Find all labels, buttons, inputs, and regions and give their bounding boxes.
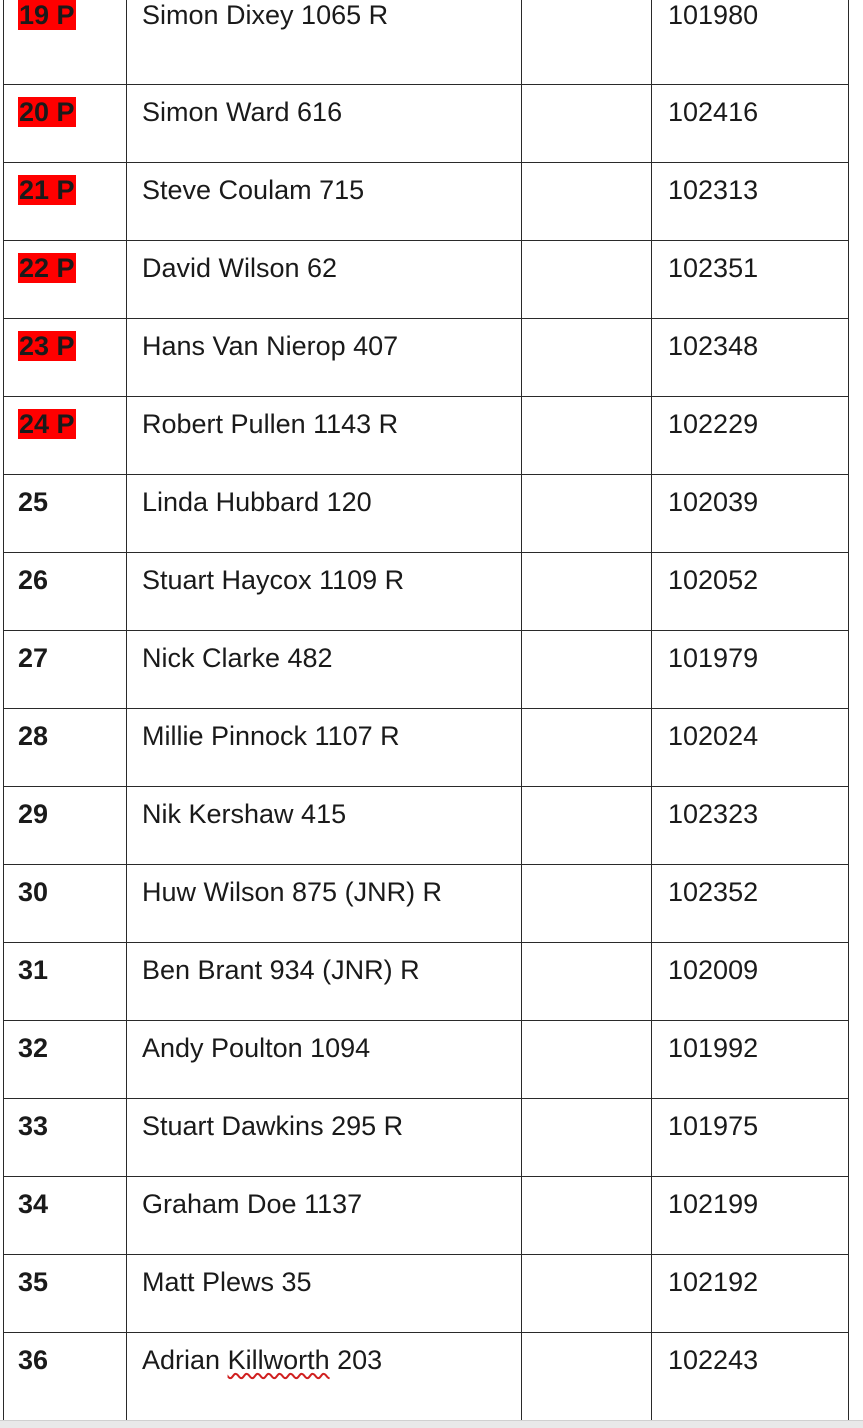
table-row: [4, 786, 849, 864]
table-row: [4, 1254, 849, 1332]
name-cell[interactable]: [127, 552, 522, 630]
number-cell[interactable]: [652, 1098, 849, 1176]
empty-cell[interactable]: [522, 1176, 652, 1254]
member-number: 101980: [668, 0, 759, 30]
number-cell[interactable]: [652, 318, 849, 396]
table-row: [4, 162, 849, 240]
position-label: 35: [18, 1266, 49, 1297]
number-cell[interactable]: [652, 396, 849, 474]
table-row: [4, 240, 849, 318]
highlighted-position: 22 P: [19, 252, 75, 283]
highlighted-position: 19 P: [19, 0, 75, 30]
number-cell[interactable]: [652, 552, 849, 630]
empty-cell[interactable]: [522, 708, 652, 786]
empty-cell[interactable]: [522, 162, 652, 240]
number-cell[interactable]: [652, 240, 849, 318]
position-label: 26: [18, 564, 49, 595]
competitor-name: Simon Dixey 1065 R: [142, 0, 389, 30]
table-row: [4, 396, 849, 474]
position-cell[interactable]: [4, 708, 127, 786]
member-number: 102243: [668, 1344, 759, 1375]
competitor-name: David Wilson 62: [142, 252, 338, 283]
number-cell[interactable]: [652, 0, 849, 84]
number-cell[interactable]: [652, 1332, 849, 1424]
position-label: 34: [18, 1188, 49, 1219]
member-number: 102348: [668, 330, 759, 361]
competitor-name: Nik Kershaw 415: [142, 798, 347, 829]
position-cell[interactable]: [4, 1020, 127, 1098]
name-cell[interactable]: [127, 1098, 522, 1176]
competitor-name: Stuart Haycox 1109 R: [142, 564, 405, 595]
member-number: 102313: [668, 174, 759, 205]
empty-cell[interactable]: [522, 240, 652, 318]
member-number: 102199: [668, 1188, 759, 1219]
position-cell[interactable]: [4, 474, 127, 552]
position-label: 29: [18, 798, 49, 829]
member-number: 102009: [668, 954, 759, 985]
member-number: 101979: [668, 642, 759, 673]
table-row: [4, 708, 849, 786]
position-label: 25: [18, 486, 49, 517]
name-cell[interactable]: [127, 84, 522, 162]
position-cell[interactable]: [4, 942, 127, 1020]
name-cell[interactable]: [127, 1254, 522, 1332]
member-number: 101975: [668, 1110, 759, 1141]
table-row: [4, 318, 849, 396]
empty-cell[interactable]: [522, 318, 652, 396]
position-cell[interactable]: [4, 786, 127, 864]
empty-cell[interactable]: [522, 786, 652, 864]
table-row: [4, 1020, 849, 1098]
position-label: 36: [18, 1344, 49, 1375]
number-cell[interactable]: [652, 1176, 849, 1254]
results-table-body: [4, 0, 849, 1424]
number-cell[interactable]: [652, 786, 849, 864]
table-row: [4, 630, 849, 708]
number-cell[interactable]: [652, 1020, 849, 1098]
competitor-name: Steve Coulam 715: [142, 174, 365, 205]
empty-cell[interactable]: [522, 942, 652, 1020]
position-cell[interactable]: [4, 240, 127, 318]
empty-cell[interactable]: [522, 1020, 652, 1098]
number-cell[interactable]: [652, 1254, 849, 1332]
member-number: 102416: [668, 96, 759, 127]
highlighted-position: 21 P: [19, 174, 75, 205]
name-cell[interactable]: [127, 786, 522, 864]
member-number: 102192: [668, 1266, 759, 1297]
empty-cell[interactable]: [522, 1254, 652, 1332]
empty-cell[interactable]: [522, 1332, 652, 1424]
competitor-name: Stuart Dawkins 295 R: [142, 1110, 404, 1141]
member-number: 102351: [668, 252, 759, 283]
table-row: [4, 864, 849, 942]
name-cell[interactable]: [127, 942, 522, 1020]
name-cell[interactable]: [127, 240, 522, 318]
empty-cell[interactable]: [522, 0, 652, 84]
empty-cell[interactable]: [522, 630, 652, 708]
number-cell[interactable]: [652, 474, 849, 552]
competitor-name: Andy Poulton 1094: [142, 1032, 371, 1063]
position-label: 31: [18, 954, 49, 985]
member-number: 102352: [668, 876, 759, 907]
number-cell[interactable]: [652, 942, 849, 1020]
member-number: 102052: [668, 564, 759, 595]
position-label: 27: [18, 642, 49, 673]
number-cell[interactable]: [652, 630, 849, 708]
table-row: [4, 0, 849, 84]
table-row: [4, 552, 849, 630]
empty-cell[interactable]: [522, 84, 652, 162]
competitor-name: Simon Ward 616: [142, 96, 343, 127]
number-cell[interactable]: [652, 84, 849, 162]
page-margin: [850, 0, 863, 1420]
position-cell[interactable]: [4, 0, 127, 84]
competitor-name: Robert Pullen 1143 R: [142, 408, 399, 439]
position-cell[interactable]: [4, 552, 127, 630]
empty-cell[interactable]: [522, 396, 652, 474]
number-cell[interactable]: [652, 864, 849, 942]
competitor-name: Huw Wilson 875 (JNR) R: [142, 876, 443, 907]
position-cell[interactable]: [4, 630, 127, 708]
table-row: [4, 1332, 849, 1424]
results-table: [3, 0, 849, 1425]
empty-cell[interactable]: [522, 1098, 652, 1176]
member-number: 101992: [668, 1032, 759, 1063]
name-cell[interactable]: [127, 1332, 522, 1424]
position-cell[interactable]: [4, 162, 127, 240]
name-cell[interactable]: [127, 630, 522, 708]
position-cell[interactable]: [4, 1176, 127, 1254]
name-cell[interactable]: [127, 1176, 522, 1254]
competitor-name: Graham Doe 1137: [142, 1188, 363, 1219]
member-number: 102039: [668, 486, 759, 517]
spellcheck-flagged-word[interactable]: Killworth: [227, 1344, 330, 1375]
number-cell[interactable]: [652, 162, 849, 240]
name-cell[interactable]: [127, 474, 522, 552]
position-label: 28: [18, 720, 49, 751]
competitor-name: Millie Pinnock 1107 R: [142, 720, 400, 751]
competitor-name: Adrian Killworth 203: [142, 1344, 383, 1375]
member-number: 102323: [668, 798, 759, 829]
name-cell[interactable]: [127, 0, 522, 84]
name-cell[interactable]: [127, 318, 522, 396]
position-cell[interactable]: [4, 318, 127, 396]
member-number: 102229: [668, 408, 759, 439]
highlighted-position: 24 P: [19, 408, 75, 439]
name-cell[interactable]: [127, 708, 522, 786]
empty-cell[interactable]: [522, 864, 652, 942]
table-row: [4, 84, 849, 162]
number-cell[interactable]: [652, 708, 849, 786]
table-row: [4, 1176, 849, 1254]
position-cell[interactable]: [4, 396, 127, 474]
position-cell[interactable]: [4, 1332, 127, 1424]
table-row: [4, 474, 849, 552]
position-cell[interactable]: [4, 864, 127, 942]
competitor-name: Nick Clarke 482: [142, 642, 333, 673]
table-row: [4, 1098, 849, 1176]
name-cell[interactable]: [127, 864, 522, 942]
member-number: 102024: [668, 720, 759, 751]
position-label: 32: [18, 1032, 49, 1063]
table-row: [4, 942, 849, 1020]
name-cell[interactable]: [127, 396, 522, 474]
name-cell[interactable]: [127, 1020, 522, 1098]
competitor-name: Hans Van Nierop 407: [142, 330, 399, 361]
empty-cell[interactable]: [522, 474, 652, 552]
position-cell[interactable]: [4, 1254, 127, 1332]
highlighted-position: 20 P: [19, 96, 75, 127]
name-cell[interactable]: [127, 162, 522, 240]
position-label: 33: [18, 1110, 49, 1141]
horizontal-scrollbar[interactable]: [0, 1420, 863, 1428]
position-cell[interactable]: [4, 1098, 127, 1176]
competitor-name: Ben Brant 934 (JNR) R: [142, 954, 420, 985]
competitor-name: Matt Plews 35: [142, 1266, 312, 1297]
position-cell[interactable]: [4, 84, 127, 162]
competitor-name: Linda Hubbard 120: [142, 486, 372, 517]
empty-cell[interactable]: [522, 552, 652, 630]
highlighted-position: 23 P: [19, 330, 75, 361]
position-label: 30: [18, 876, 49, 907]
